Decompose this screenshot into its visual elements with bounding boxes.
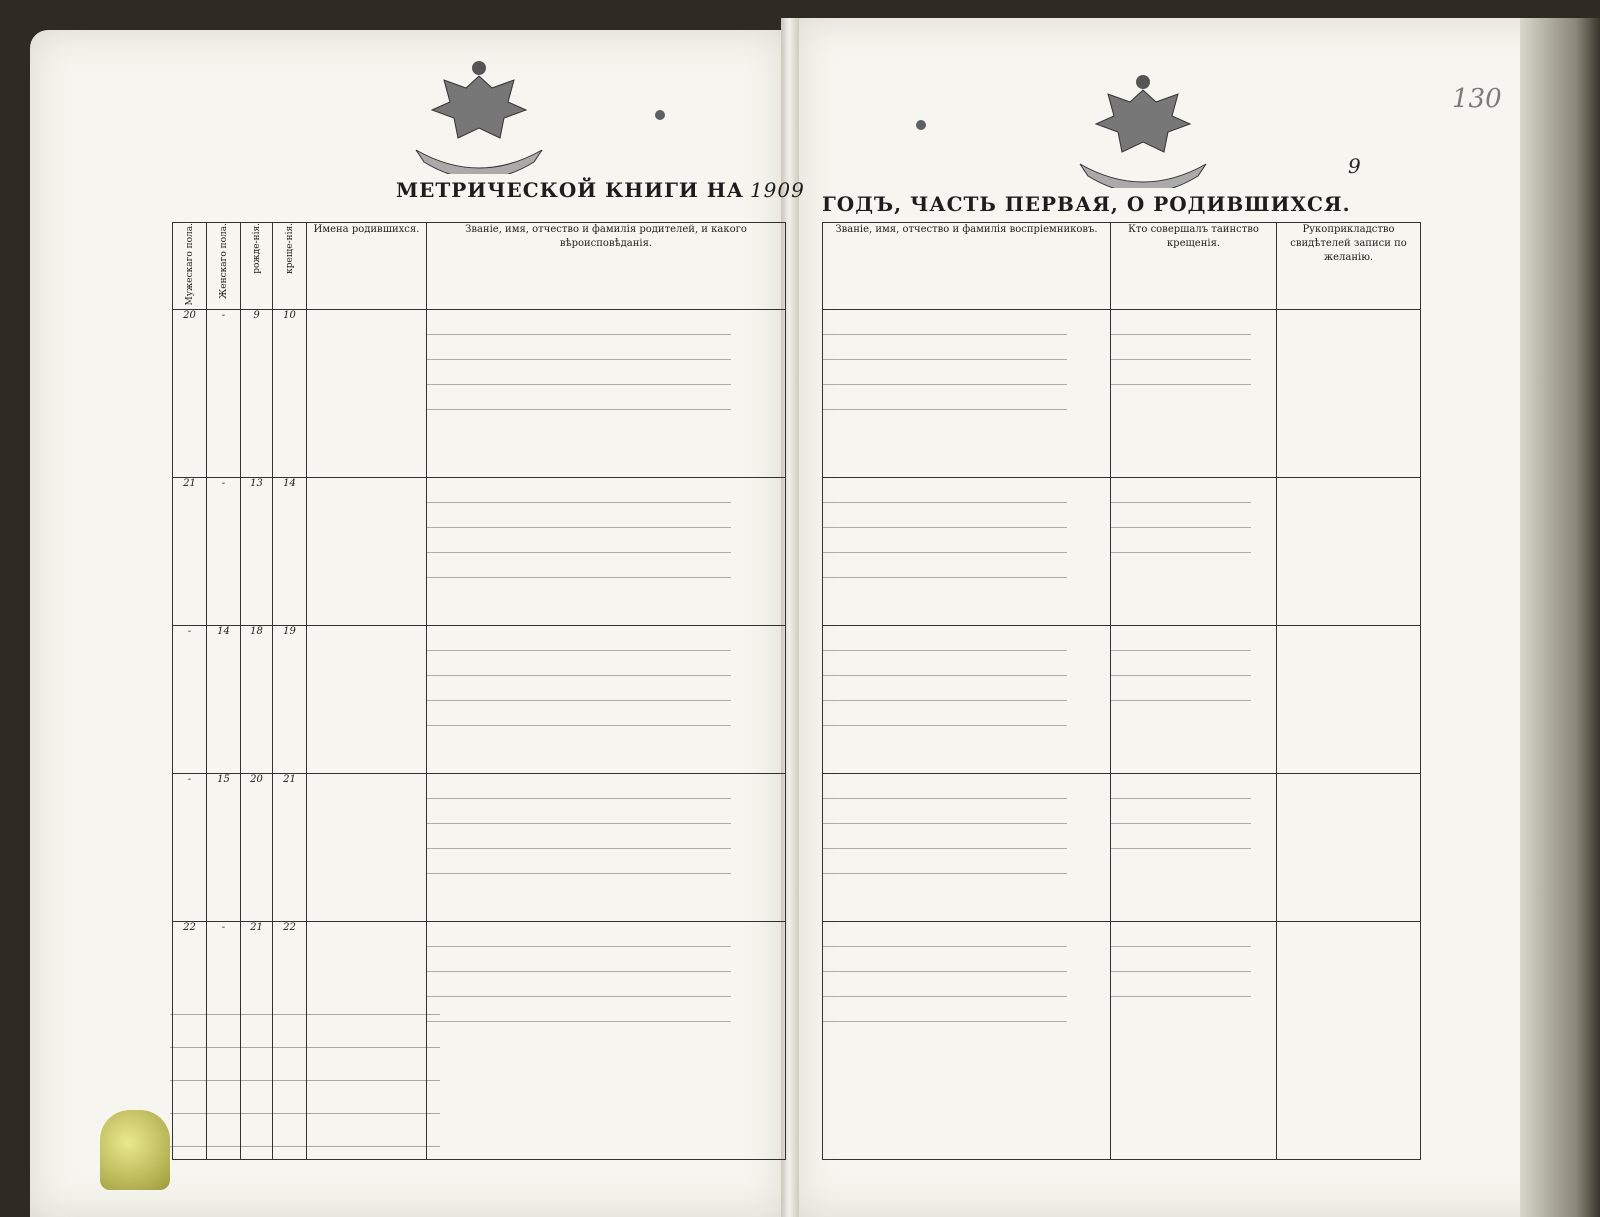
handwriting-line [427,853,731,874]
godparents-entry [823,774,1111,922]
handwriting-line [823,705,1067,726]
table-row [823,478,1421,626]
birth-day: 9 [241,310,273,478]
handwriting-line [1111,951,1251,972]
handwriting-line [1111,364,1251,385]
handwriting-line [823,482,1067,503]
handwriting-line [427,482,731,503]
female-count: - [207,922,241,1160]
handwriting-line [823,364,1067,385]
male-count: 20 [173,310,207,478]
header-signatures: Рукоприкладство свидѣтелей записи по желанію. [1277,223,1421,310]
godparents-entry [823,310,1111,478]
handwriting-line [823,507,1067,528]
header-born: рожде-нія. [241,223,273,310]
signature-cell [1277,626,1421,774]
handwriting-line [427,1001,731,1022]
table-row [823,922,1421,1160]
handwriting-line [823,532,1067,553]
child-name [307,310,427,478]
year-value: 1909 [749,178,805,202]
table-row [823,774,1421,922]
parents-entry [427,478,786,626]
header-performed-by: Кто совершалъ таинство крещенія. [1111,223,1277,310]
handwriting-line [823,926,1067,947]
handwriting-line [1111,828,1251,849]
handwriting-line [823,976,1067,997]
birth-day: 13 [241,478,273,626]
baptism-day: 14 [273,478,307,626]
handwriting-line [427,364,731,385]
table-row [173,774,786,922]
table-row [173,626,786,774]
handwriting-line [427,926,731,947]
male-count: 21 [173,478,207,626]
binding-hole [916,120,926,130]
signature-cell [1277,774,1421,922]
handwriting-line [1111,778,1251,799]
handwriting-line [427,655,731,676]
male-count: - [173,774,207,922]
handwriting-line [427,532,731,553]
page-title-left [396,178,811,202]
signature-cell [1277,478,1421,626]
handwriting-line [1111,630,1251,651]
baptism-day: 21 [273,774,307,922]
signature-cell [1277,922,1421,1160]
register-page-number: 9 [1348,154,1361,178]
handwriting-line [1111,482,1251,503]
handwriting-line [1111,803,1251,824]
priest-entry [1111,626,1277,774]
handwriting-line [170,1023,440,1048]
margin-correction-note [170,990,440,1150]
handwriting-line [823,951,1067,972]
handwriting-line [170,1122,440,1147]
handwriting-line [427,314,731,335]
table-row [173,310,786,478]
handwriting-line [823,339,1067,360]
handwriting-line [823,778,1067,799]
header-godparents: Званіе, имя, отчество и фамилія воспріемниковъ. [823,223,1111,310]
handwriting-line [427,828,731,849]
handwriting-line [170,1056,440,1081]
handwriting-line [427,630,731,651]
handwriting-line [823,1001,1067,1022]
corner-object [100,1110,170,1190]
handwriting-line [823,389,1067,410]
header-male: Мужескаго пола. [173,223,207,310]
handwriting-line [427,680,731,701]
handwriting-line [1111,532,1251,553]
female-count: 15 [207,774,241,922]
handwriting-line [1111,314,1251,335]
handwriting-line [1111,507,1251,528]
header-names: Имена родившихся. [307,223,427,310]
handwriting-line [1111,976,1251,997]
godparents-entry [823,626,1111,774]
female-count: 14 [207,626,241,774]
handwriting-line [1111,926,1251,947]
male-count: 22 [173,922,207,1160]
priest-entry [1111,478,1277,626]
handwriting-line [427,705,731,726]
handwriting-line [427,803,731,824]
handwriting-line [427,557,731,578]
header-row [173,223,786,310]
child-name [307,774,427,922]
imperial-eagle-icon [404,58,554,174]
imperial-eagle-icon [1068,72,1218,188]
handwriting-line [427,339,731,360]
handwriting-line [427,389,731,410]
handwriting-line [823,655,1067,676]
header-baptized: креще-нія. [273,223,307,310]
baptism-day: 22 [273,922,307,1160]
handwriting-line [823,557,1067,578]
handwriting-line [823,680,1067,701]
female-count: - [207,478,241,626]
handwriting-line [823,803,1067,824]
parents-entry [427,310,786,478]
handwriting-line [1111,339,1251,360]
female-count: - [207,310,241,478]
register-table-right [822,222,1421,1160]
archive-page-number: 130 [1452,84,1502,114]
male-count: - [173,626,207,774]
child-name [307,626,427,774]
godparents-entry [823,922,1111,1160]
table-row [823,310,1421,478]
handwriting-line [823,630,1067,651]
handwriting-line [427,778,731,799]
priest-entry [1111,774,1277,922]
baptism-day: 19 [273,626,307,774]
handwriting-line [427,507,731,528]
parents-entry [427,626,786,774]
handwriting-line [427,976,731,997]
birth-day: 20 [241,774,273,922]
handwriting-line [823,828,1067,849]
binding-hole [655,110,665,120]
header-parents: Званіе, имя, отчество и фамилія родителей, и какого вѣроисповѣданія. [427,223,786,310]
table-row [823,626,1421,774]
priest-entry [1111,922,1277,1160]
table-row [173,478,786,626]
title-left-text: МЕТРИЧЕСКОЙ КНИГИ НА [396,178,744,202]
header-row [823,223,1421,310]
handwriting-line [823,853,1067,874]
handwriting-line [1111,680,1251,701]
handwriting-line [170,1089,440,1114]
header-female: Женскаго пола. [207,223,241,310]
godparents-entry [823,478,1111,626]
page-title-right: ГОДЪ, ЧАСТЬ ПЕРВАЯ, О РОДИВШИХСЯ. [822,192,1351,216]
handwriting-line [427,951,731,972]
birth-day: 18 [241,626,273,774]
handwriting-line [170,990,440,1015]
birth-day: 21 [241,922,273,1160]
parents-entry [427,922,786,1160]
signature-cell [1277,310,1421,478]
page-edge [1520,18,1600,1217]
parents-entry [427,774,786,922]
handwriting-line [1111,655,1251,676]
child-name [307,478,427,626]
handwriting-line [823,314,1067,335]
baptism-day: 10 [273,310,307,478]
priest-entry [1111,310,1277,478]
